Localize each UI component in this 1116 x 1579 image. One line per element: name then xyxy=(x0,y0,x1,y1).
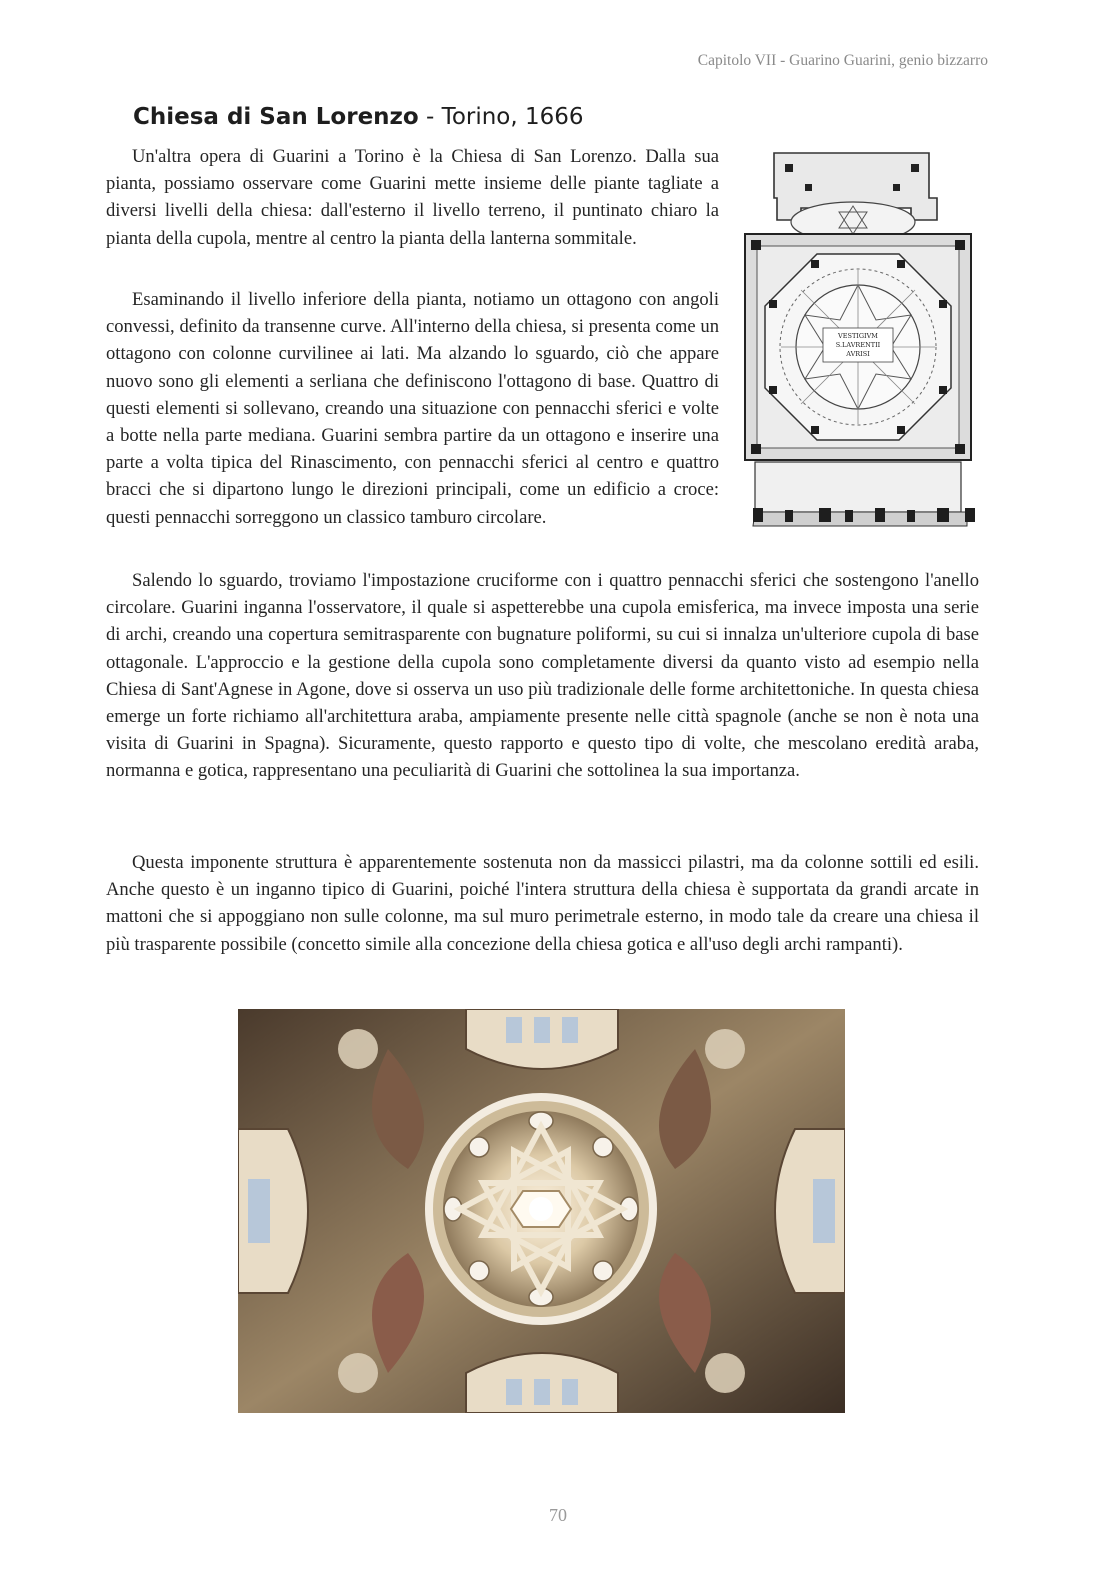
page-number: 70 xyxy=(549,1505,567,1525)
plan-inscription-line-2: S.LAVRENTII xyxy=(835,341,881,349)
dome-interior-photo xyxy=(238,1009,845,1413)
body-paragraph-2: Esaminando il livello inferiore della pianta, notiamo un ottagono con angoli convessi, definito da transenne curve. All'interno della chiesa, si presenta come un ottagono con colonne curvilinee ai lati. Ma alzando lo sguardo, ciò che appare nuovo sono gli elementi a serliana che definiscono l'ottagono di base. Quattro di questi elementi si sollevano, creando una situazione con pennacchi sferici e volte a botte nella parte mediana. Guarini sembra partire da un ottagono e inserire una parte a volta tipica del Rinascimento, con pennacchi sferici al centro e quattro bracci che si dipartono lungo le direzioni principali, come un edificio a croce: questi pennacchi sorreggono un classico tamburo circolare. xyxy=(106,289,719,528)
body-paragraph-1: Un'altra opera di Guarini a Torino è la Chiesa di San Lorenzo. Dalla sua pianta, possiamo osservare come Guarini mette insieme delle piante tagliate a diversi livelli della chiesa: dall'esterno il livello terreno, il puntinato chiaro la pianta della cupola, mentre al centro la pianta della lanterna sommitale. xyxy=(106,146,719,249)
plan-inscription-line-3: AVRISI xyxy=(846,350,870,358)
plan-inscription-line-1: VESTIGIVM xyxy=(838,332,878,340)
church-floor-plan-figure xyxy=(741,150,979,528)
section-title xyxy=(133,104,584,130)
section-title-bold: Chiesa di San Lorenzo xyxy=(133,104,419,130)
running-head: Capitolo VII - Guarino Guarini, genio bizzarro xyxy=(697,52,988,69)
section-title-subtitle: - Torino, 1666 xyxy=(418,104,584,130)
body-paragraph-4: Questa imponente struttura è apparentemente sostenuta non da massicci pilastri, ma da colonne sottili ed esili. Anche questo è un inganno tipico di Guarini, poiché l'intera struttura della chiesa è supportata da grandi arcate in mattoni che si appoggiano non sulle colonne, ma sul muro perimetrale esterno, in modo tale da creare una chiesa il più trasparente possibile (concetto simile alla concezione della chiesa gotica e all'uso degli archi rampanti). xyxy=(106,852,979,955)
body-paragraph-3: Salendo lo sguardo, troviamo l'impostazione cruciforme con i quattro pennacchi sferici che sostengono l'anello circolare. Guarini inganna l'osservatore, il quale si aspetterebbe una cupola emisferica, ma invece imposta una serie di archi, creando una copertura semitrasparente con bugnature poliformi, su cui si innalza un'ulteriore cupola di base ottagonale. L'approccio e la gestione della cupola sono completamente diversi da quanto visto ad esempio nella Chiesa di Sant'Agnese in Agone, dove si osserva un uso più tradizionale delle forme architettoniche. In questa chiesa emerge un forte richiamo all'architettura araba, ampiamente presente nelle città spagnole (anche se non è nota una visita di Guarini in Spagna). Sicuramente, questo rapporto e questo tipo di volte, che mescolano eredità araba, normanna e gotica, rappresentano una peculiarità di Guarini che sottolinea la sua importanza. xyxy=(106,570,979,782)
